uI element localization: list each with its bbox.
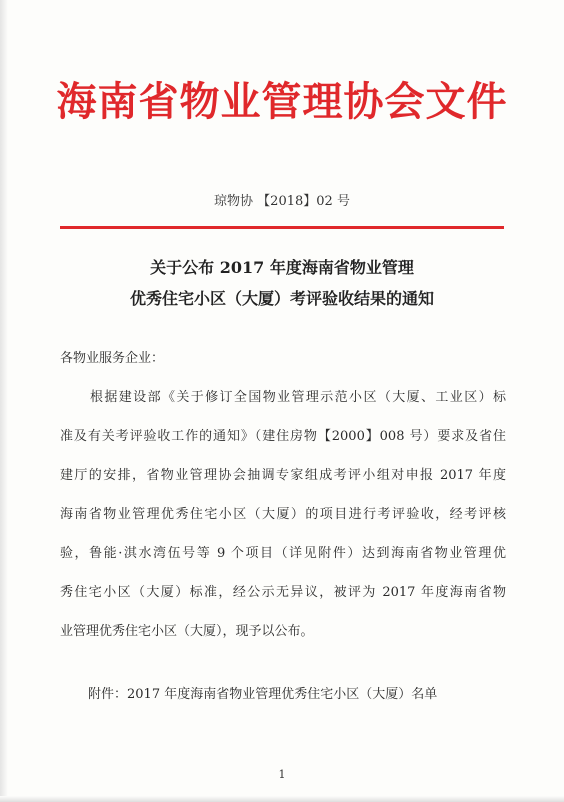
document-number: 琼物协 【2018】02 号: [214, 194, 350, 209]
letterhead-title: 海南省物业管理协会文件: [56, 78, 508, 125]
body-line: 根据建设部《关于修订全国物业管理示范小区（大厦、工业区）标: [90, 390, 506, 405]
notice-title-line-1: 关于公布 2017 年度海南省物业管理: [150, 258, 414, 277]
body-line: 海南省物业管理优秀住宅小区（大厦）的项目进行考评验收，经考评核: [60, 507, 506, 522]
letterhead-divider: [60, 226, 504, 229]
page-number: 1: [278, 768, 286, 781]
body-line: 建厅的安排，省物业管理协会抽调专家组成考评小组对申报 2017 年度: [60, 468, 506, 483]
body-line: 准及有关考评验收工作的通知》（建住房物【2000】008 号）要求及省住: [60, 429, 506, 444]
body-line: 秀住宅小区（大厦）标准，经公示无异议，被评为 2017 年度海南省物: [60, 585, 506, 600]
salutation: 各物业服务企业：: [60, 351, 165, 366]
body-line: 业管理优秀住宅小区（大厦），现予以公布。: [60, 624, 314, 639]
notice-title-line-2: 优秀住宅小区（大厦）考评验收结果的通知: [129, 289, 434, 308]
scan-edge-bottom: [0, 796, 564, 802]
body-line: 验，鲁能·淇水湾伍号等 9 个项目（详见附件）达到海南省物业管理优: [60, 546, 506, 561]
attachment-note: 附件：2017 年度海南省物业管理优秀住宅小区（大厦）名单: [88, 687, 438, 702]
